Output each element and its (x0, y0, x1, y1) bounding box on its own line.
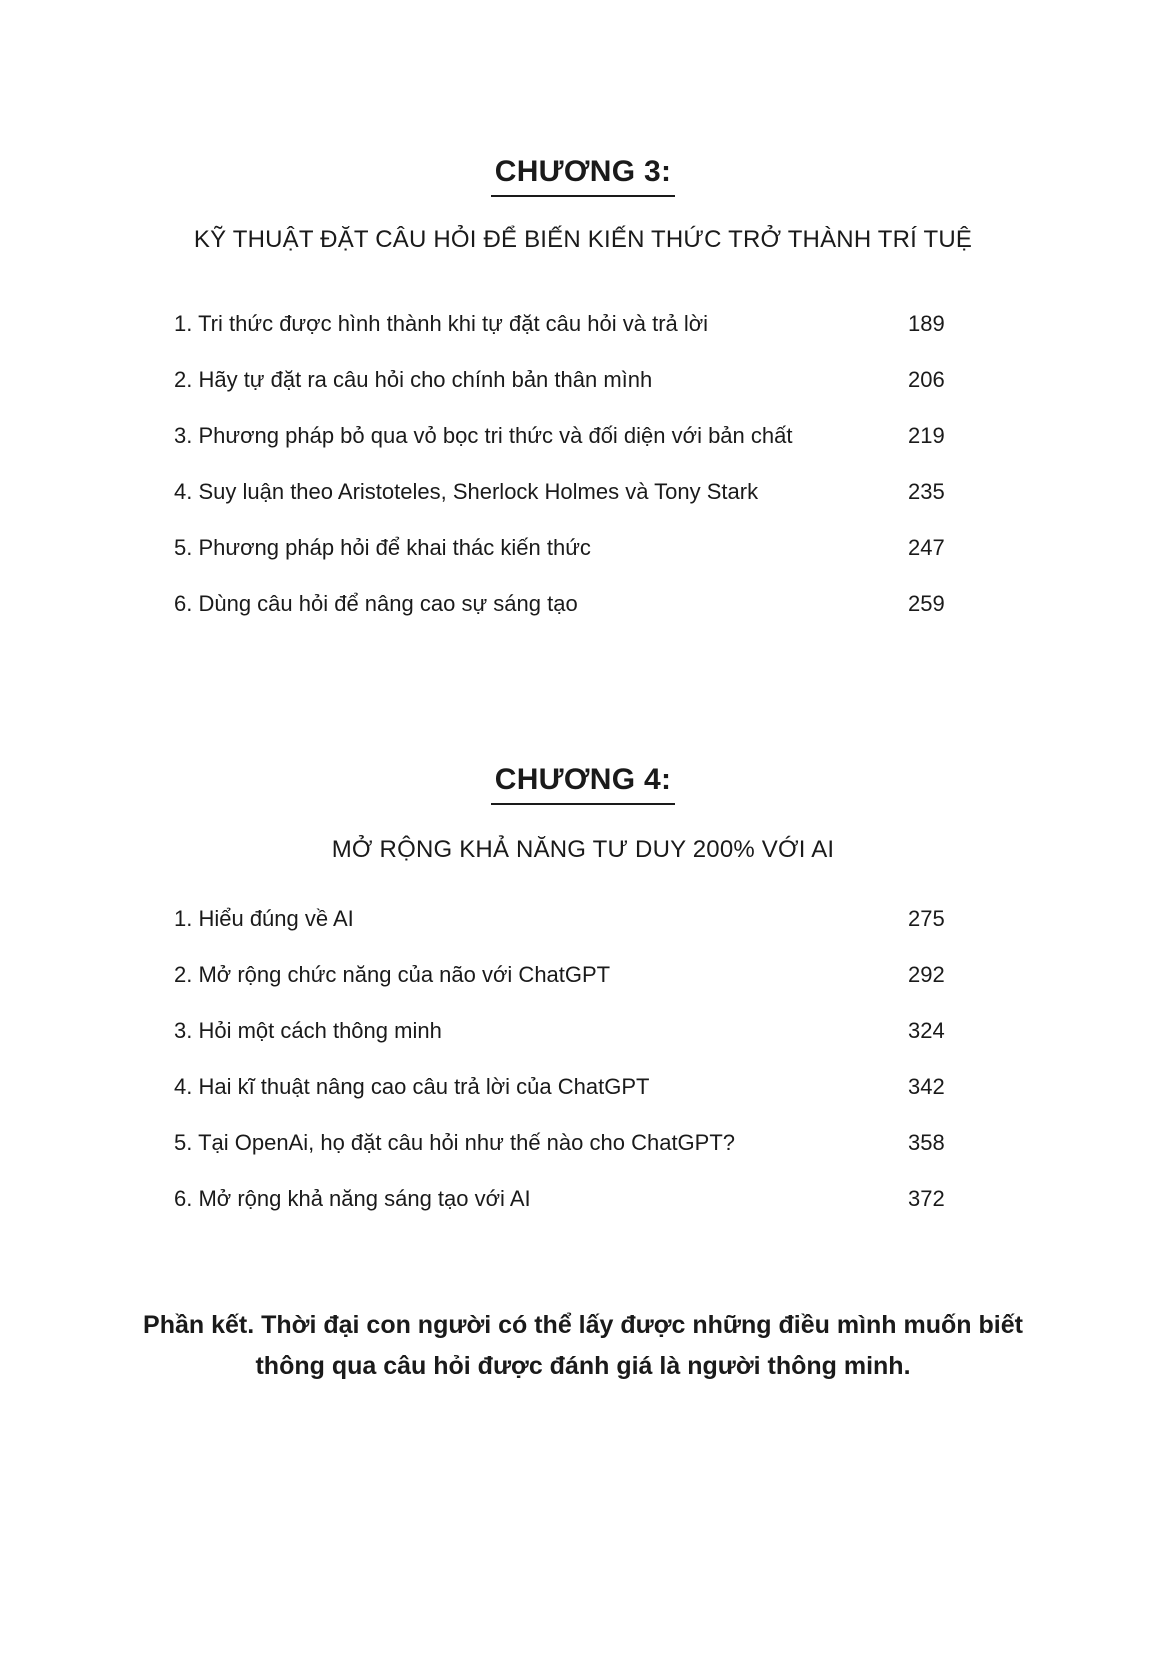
toc-item-page: 219 (908, 423, 945, 448)
chapter-4-heading (0, 763, 1166, 805)
chapter-4-subtitle: MỞ RỘNG KHẢ NĂNG TƯ DUY 200% VỚI AI (331, 836, 835, 863)
toc-item[interactable] (174, 520, 958, 576)
toc-item[interactable] (174, 408, 958, 464)
toc-item[interactable] (174, 576, 958, 632)
toc-item[interactable] (174, 1059, 958, 1115)
conclusion-line-2: thông qua câu hỏi được đánh giá là người thông minh. (255, 1352, 911, 1380)
chapter-3-heading (0, 155, 1166, 197)
chapter-4-heading-text: CHƯƠNG 4: (491, 763, 676, 805)
toc-item[interactable] (174, 1003, 958, 1059)
toc-item-title: 6. Mở rộng khả năng sáng tạo với AI (174, 1186, 531, 1211)
toc-item-page: 235 (908, 479, 945, 504)
toc-item[interactable] (174, 891, 958, 947)
chapter-3-toc (174, 296, 958, 632)
toc-item-title: 3. Hỏi một cách thông minh (174, 1018, 442, 1043)
toc-item-page: 324 (908, 1018, 945, 1043)
toc-item-title: 5. Tại OpenAi, họ đặt câu hỏi như thế nào cho ChatGPT? (174, 1130, 736, 1155)
toc-item-page: 189 (908, 311, 945, 336)
conclusion-line-1: Phần kết. Thời đại con người có thể lấy được những điều mình muốn biết (143, 1311, 1023, 1339)
toc-item-page: 275 (908, 906, 945, 931)
toc-item[interactable] (174, 352, 958, 408)
toc-item[interactable] (174, 1171, 958, 1227)
toc-item-page: 342 (908, 1074, 945, 1099)
toc-item-title: 2. Hãy tự đặt ra câu hỏi cho chính bản thân mình (174, 367, 653, 392)
chapter-3-heading-text: CHƯƠNG 3: (491, 155, 676, 197)
toc-item[interactable] (174, 947, 958, 1003)
toc-item-page: 358 (908, 1130, 945, 1155)
toc-item-title: 4. Suy luận theo Aristoteles, Sherlock Holmes và Tony Stark (174, 479, 759, 504)
chapter-3-subtitle: KỸ THUẬT ĐẶT CÂU HỎI ĐỂ BIẾN KIẾN THỨC TRỞ THÀNH TRÍ TUỆ (193, 226, 973, 253)
toc-item-page: 372 (908, 1186, 945, 1211)
conclusion (0, 1305, 1166, 1387)
toc-item[interactable] (174, 464, 958, 520)
toc-item-page: 247 (908, 535, 945, 560)
toc-item-title: 1. Hiểu đúng về AI (174, 906, 354, 931)
toc-item[interactable] (174, 296, 958, 352)
toc-item-title: 3. Phương pháp bỏ qua vỏ bọc tri thức và đối diện với bản chất (174, 423, 793, 448)
toc-item-page: 292 (908, 962, 945, 987)
toc-item-title: 1. Tri thức được hình thành khi tự đặt câu hỏi và trả lời (174, 311, 709, 336)
chapter-4-toc (174, 891, 958, 1227)
toc-item-page: 259 (908, 591, 945, 616)
toc-item-title: 5. Phương pháp hỏi để khai thác kiến thức (174, 535, 591, 560)
toc-item-title: 6. Dùng câu hỏi để nâng cao sự sáng tạo (174, 591, 578, 616)
toc-item[interactable] (174, 1115, 958, 1171)
toc-item-title: 4. Hai kĩ thuật nâng cao câu trả lời của ChatGPT (174, 1074, 650, 1099)
toc-item-page: 206 (908, 367, 945, 392)
toc-item-title: 2. Mở rộng chức năng của não với ChatGPT (174, 962, 611, 987)
